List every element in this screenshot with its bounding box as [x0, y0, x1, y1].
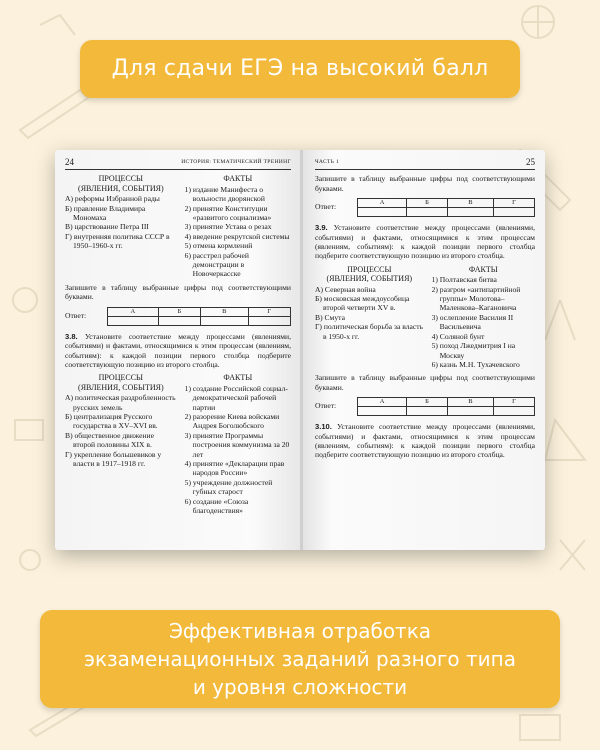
answer-cell: [407, 407, 448, 416]
answer-table: [357, 397, 535, 416]
answer-letter: Б: [158, 307, 200, 316]
right-block: [315, 265, 535, 369]
notebook-icon: [520, 715, 560, 740]
fact-item: 3) ослепление Василия II Васильевича: [431, 312, 514, 332]
right-page-number: 25: [526, 157, 535, 167]
answer-letter: Г: [493, 398, 534, 407]
process-item: Б) московская междоусобица второй четверти XV в.: [315, 294, 410, 313]
instruction-text: Запишите в таблицу выбранные цифры под соответствующими буквами.: [65, 282, 291, 302]
left-page-number: 24: [65, 157, 74, 167]
fact-item: 5) отмена кормлений: [184, 241, 253, 251]
lamp-icon: [40, 15, 75, 35]
task-text: Установите соответствие между процессами (явлениями, событиями) и фактами, относящимися к этим процессам (явлениям, событиям): к каждой позиции первого столбца подберите соответствующую позицию из второго столбца.: [315, 223, 535, 261]
left-running-title: ИСТОРИЯ: ТЕМАТИЧЕСКИЙ ТРЕНИНГ: [181, 159, 291, 165]
task-3-9: [315, 223, 535, 261]
bottom-banner: [40, 610, 560, 708]
task-3-10: [315, 422, 535, 460]
fact-item: 5) поход Лжедмитрия I на Москву: [431, 341, 516, 360]
process-item: Г) внутренняя политика СССР в 1950–1960-х гг.: [65, 231, 170, 251]
right-running-head: [315, 158, 535, 170]
answer-letter: А: [358, 398, 407, 407]
bottom-banner-line: экзаменационных заданий разного типа: [83, 647, 517, 671]
answer-cell: [358, 208, 407, 217]
fact-item: 6) создание «Союза благоденствия»: [184, 496, 249, 515]
fact-item: 4) Соляной бунт: [431, 331, 485, 341]
processes-title: ПРОЦЕССЫ (ЯВЛЕНИЯ, СОБЫТИЯ): [78, 373, 164, 392]
answer-cell: [358, 407, 407, 416]
task-text: Установите соответствие между процессами (явлениями, событиями) и фактами, относящимися к этим процессам (явлениям, событиям): к каждой позиции первого столбца подберите соответствующую позицию из второго столбца.: [315, 422, 535, 460]
left-block1: [65, 174, 291, 278]
apple-icon: [13, 288, 37, 312]
answer-cell: [158, 316, 200, 325]
top-banner-text: Для сдачи ЕГЭ на высокий балл: [111, 56, 489, 81]
instruction-text: Запишите в таблицу выбранные цифры под соответствующими буквами.: [315, 174, 535, 193]
fact-item: 1) издание Манифеста о вольности дворянской: [184, 184, 265, 204]
open-book: [55, 150, 545, 555]
bulb-icon: [20, 550, 40, 570]
right-running-title: ЧАСТЬ 1: [315, 159, 340, 165]
fact-item: 4) введение рекрутской системы: [184, 231, 290, 241]
answer-letter: Б: [407, 199, 448, 208]
facts-title: ФАКТЫ: [223, 174, 253, 184]
process-item: А) политическая раздробленность русских земель: [65, 393, 176, 412]
process-item: Г) укрепление большевиков у власти в 1917–1918 гг.: [65, 449, 162, 468]
answer-row: [65, 307, 291, 326]
fact-item: 2) разорение Киева войсками Андрея Боголюбского: [184, 411, 280, 431]
fact-item: 3) принятие Программы построения коммунизма за 20 лет: [184, 430, 290, 459]
answer-letter: В: [200, 307, 248, 316]
answer-row: [315, 397, 535, 416]
fact-item: 5) учреждение должностей губных старост: [184, 477, 273, 497]
task-number: 3.9.: [315, 223, 328, 233]
facts-title: ФАКТЫ: [223, 373, 253, 383]
answer-cell: [493, 407, 534, 416]
fact-item: 1) создание Российской социал-демократической рабочей партии: [184, 383, 288, 412]
process-item: А) Северная война: [315, 284, 376, 294]
process-item: В) Смута: [315, 312, 345, 322]
answer-cell: [108, 316, 159, 325]
answer-letter: А: [108, 307, 159, 316]
process-item: В) царствование Петра III: [65, 222, 149, 232]
answer-cell: [248, 316, 290, 325]
answer-label: Ответ:: [315, 202, 337, 212]
answer-row: [315, 198, 535, 217]
pencil-icon: [20, 90, 88, 138]
fact-item: 4) принятие «Декларации прав народов России»: [184, 458, 285, 478]
answer-letter: А: [358, 199, 407, 208]
answer-cell: [407, 208, 448, 217]
answer-table: [357, 198, 535, 217]
fact-item: 3) принятие Устава о резах: [184, 222, 272, 232]
answer-letter: Б: [407, 398, 448, 407]
answer-cell: [200, 316, 248, 325]
answer-label: Ответ:: [65, 310, 87, 320]
task-text: Установите соответствие между процессами (явлениями, событиями) и фактами, относящимися к этим процессам (явлениям, событиям): к каждой позиции первого столбца подберите соответствующую позицию из второго столбца.: [65, 331, 291, 369]
facts-title: ФАКТЫ: [468, 264, 498, 274]
process-item: Б) централизация Русского государства в XV–XVI вв.: [65, 411, 158, 431]
answer-letter: В: [447, 199, 493, 208]
left-running-head: [65, 158, 291, 170]
processes-title: ПРОЦЕССЫ (ЯВЛЕНИЯ, СОБЫТИЯ): [78, 174, 164, 193]
fact-item: 6) казнь М.Н. Тухачевского: [431, 359, 520, 369]
answer-letter: Г: [493, 199, 534, 208]
answer-table: [107, 307, 291, 326]
answer-letter: Г: [248, 307, 290, 316]
task-number: 3.10.: [315, 422, 332, 432]
process-item: А) реформы Избранной рады: [65, 194, 160, 204]
left-block2: [65, 373, 291, 515]
scissors-icon: [560, 540, 585, 570]
fact-item: 6) расстрел рабочей демонстрации в Новочеркасске: [184, 250, 249, 279]
fact-item: 1) Полтавская битва: [431, 275, 497, 285]
triangle-icon: [545, 420, 585, 460]
process-item: В) общественное движение второй половины XIX в.: [65, 430, 154, 450]
processes-title: ПРОЦЕССЫ (ЯВЛЕНИЯ, СОБЫТИЯ): [326, 264, 413, 284]
left-page: [55, 150, 301, 550]
answer-cell: [447, 407, 493, 416]
answer-cell: [447, 208, 493, 217]
right-page: [303, 150, 545, 550]
bottom-banner-line: и уровня сложности: [192, 675, 408, 699]
process-item: Г) политическая борьба за власть в 1950-х гг.: [315, 322, 424, 341]
book-icon: [15, 420, 43, 440]
fact-item: 2) разгром «антипартийной группы» Молотова–Маленкова–Кагановича: [431, 284, 521, 313]
task-3-8: [65, 332, 291, 370]
answer-label: Ответ:: [315, 401, 337, 411]
answer-cell: [493, 208, 534, 217]
compass-icon: [545, 300, 575, 340]
process-item: Б) правление Владимира Мономаха: [65, 203, 146, 223]
task-number: 3.8.: [65, 331, 78, 341]
instruction-text: Запишите в таблицу выбранные цифры под соответствующими буквами.: [315, 373, 535, 392]
top-banner: [80, 40, 520, 98]
bottom-banner-line: Эффективная отработка: [168, 619, 432, 643]
fact-item: 2) принятие Конституции «развитого социализма»: [184, 203, 272, 223]
answer-letter: В: [447, 398, 493, 407]
